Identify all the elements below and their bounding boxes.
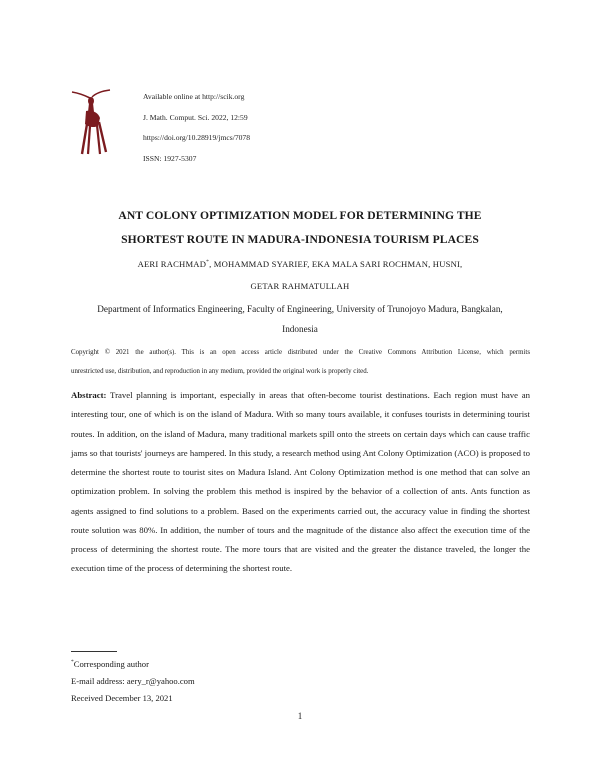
- footnote-email: E-mail address: aery_r@yahoo.com: [71, 676, 195, 686]
- authors-line-2: GETAR RAHMATULLAH: [250, 281, 350, 291]
- journal-doi: https://doi.org/10.28919/jmcs/7078: [143, 133, 251, 142]
- footnote-star: *: [71, 659, 74, 666]
- paper-title-line-2: SHORTEST ROUTE IN MADURA-INDONESIA TOURISM PLACES: [121, 233, 479, 246]
- copyright-line-1: Copyright © 2021 the author(s). This is an open access article distributed under the Creative Commons Attribution License, which permits: [71, 349, 530, 356]
- footnote-divider: [71, 651, 117, 652]
- authors-rest: , MOHAMMAD SYARIEF, EKA MALA SARI ROCHMAN, HUSNI,: [209, 259, 463, 269]
- footnote-corresponding: [71, 659, 149, 669]
- journal-available-online: Available online at http://scik.org: [143, 92, 245, 101]
- footnote-corresponding-text: Corresponding author: [73, 659, 149, 669]
- footnote-received: Received December 13, 2021: [71, 693, 173, 703]
- journal-issn: ISSN: 1927-5307: [143, 154, 197, 163]
- abstract: [71, 386, 530, 579]
- affiliation-line-1: Department of Informatics Engineering, Faculty of Engineering, University of Trunojoyo Madura, Bangkalan,: [97, 304, 503, 314]
- authors-line-1: [0, 259, 600, 269]
- paper-title-line-1: ANT COLONY OPTIMIZATION MODEL FOR DETERMINING THE: [118, 209, 482, 222]
- copyright-line-2: unrestricted use, distribution, and reproduction in any medium, provided the original work is properly cited.: [71, 368, 369, 375]
- page-number: 1: [297, 711, 303, 721]
- author-first: AERI RACHMAD: [137, 259, 207, 269]
- antelope-icon: [70, 86, 114, 156]
- corresponding-mark: *: [206, 259, 210, 266]
- affiliation-line-2: Indonesia: [282, 324, 318, 334]
- abstract-label: Abstract:: [71, 390, 107, 400]
- abstract-text: Travel planning is important, especially in areas that often-become tourist destinations. Each region must have an interesting tour, one of which is on the island of Madura. With so many tours available, it confuses tourists in determining tourist routes. In addition, on the island of Madura, many traditional markets spill onto the streets on certain days which can cause traffic jams so that tourists' journeys are hampered. In this study, a research method using Ant Colony Optimization (ACO) is proposed to determine the shortest route to tourist sites on Madura Island. Ant Colony Optimization method is one method that can solve an optimization problem. In solving the problem this method is inspired by the behavior of a collection of ants. Ants function as agents assigned to find solutions to a problem. Based on the experiments carried out, the accuracy value in finding the shortest route solution was 80%. In addition, the number of tours and the magnitude of the distance also affect the execution time of the process of determining the shortest route. The more tours that are visited and the greater the distance traveled, the longer the execution time of the process of determining the shortest route.: [71, 390, 530, 574]
- journal-citation: J. Math. Comput. Sci. 2022, 12:59: [143, 113, 248, 122]
